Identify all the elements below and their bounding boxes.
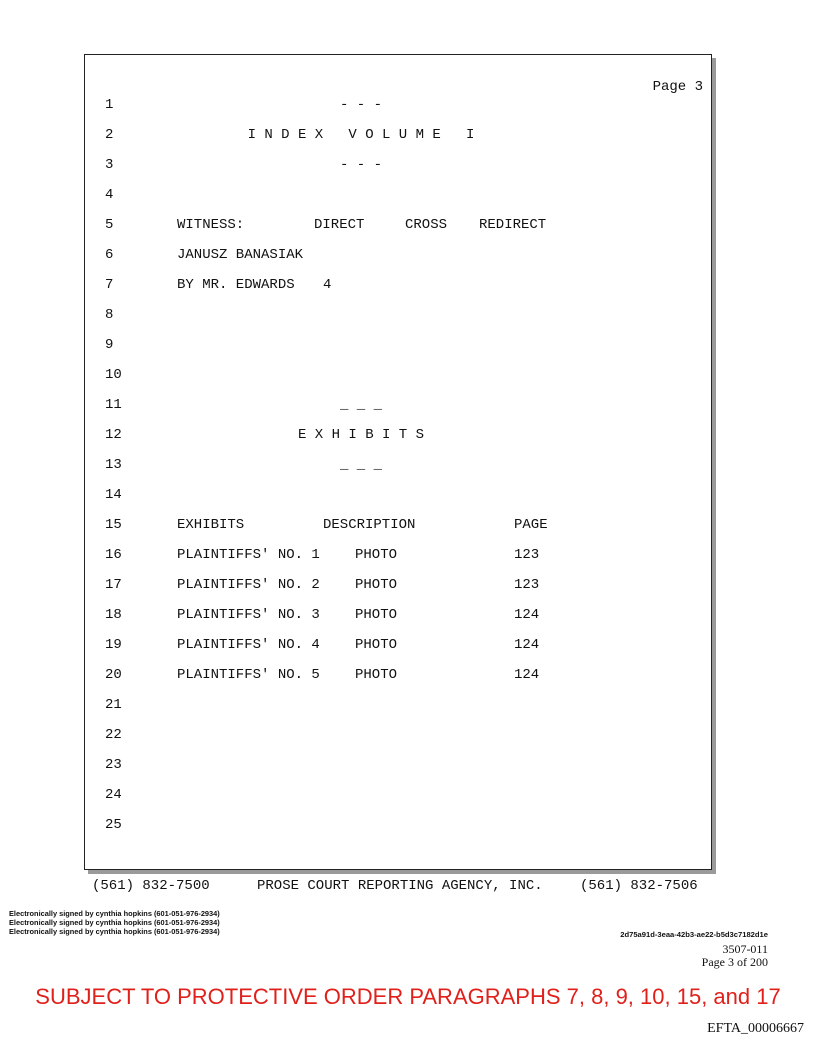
line-number: 11: [105, 397, 122, 413]
exhibit-page: 124: [514, 637, 540, 653]
line-number: 19: [105, 637, 122, 653]
protective-order-notice: SUBJECT TO PROTECTIVE ORDER PARAGRAPHS 7, 8, 9, 10, 15, and 17: [35, 984, 781, 1009]
line-number: 22: [105, 727, 122, 743]
exhibit-page: 123: [514, 577, 540, 593]
signature-line: Electronically signed by cynthia hopkins (601-051-976-2934): [9, 909, 220, 918]
line-number: 4: [105, 187, 114, 203]
exhibit-number: PLAINTIFFS' NO. 1: [177, 547, 320, 563]
line-number: 3: [105, 157, 114, 173]
witness-name: JANUSZ BANASIAK: [177, 247, 304, 263]
line-number: 23: [105, 757, 122, 773]
exhibit-page: 124: [514, 667, 540, 683]
exhibit-header-description: DESCRIPTION: [323, 517, 416, 533]
line-number: 15: [105, 517, 122, 533]
exhibit-header-page: PAGE: [514, 517, 548, 533]
index-dashes-bottom: - - -: [339, 157, 382, 173]
exhibit-number: PLAINTIFFS' NO. 4: [177, 637, 320, 653]
line-number: 14: [105, 487, 122, 503]
exhibit-number: PLAINTIFFS' NO. 3: [177, 607, 320, 623]
line-number: 5: [105, 217, 114, 233]
page-of-total: Page 3 of 200: [701, 955, 768, 969]
line-number: 6: [105, 247, 114, 263]
exhibits-title: E X H I B I T S: [297, 427, 425, 443]
signature-line: Electronically signed by cynthia hopkins (601-051-976-2934): [9, 927, 220, 936]
footer-agency: PROSE COURT REPORTING AGENCY, INC.: [257, 878, 543, 894]
line-number: 21: [105, 697, 122, 713]
line-number: 24: [105, 787, 122, 803]
exhibit-description: PHOTO: [355, 637, 398, 653]
index-dashes-top: - - -: [339, 97, 382, 113]
witness-header-redirect: REDIRECT: [479, 217, 547, 233]
exhibit-page: 123: [514, 547, 540, 563]
line-number: 9: [105, 337, 114, 353]
line-number: 8: [105, 307, 114, 323]
exhibit-number: PLAINTIFFS' NO. 2: [177, 577, 320, 593]
line-number: 17: [105, 577, 122, 593]
exhibit-description: PHOTO: [355, 667, 398, 683]
line-number: 20: [105, 667, 122, 683]
document-hash: 2d75a91d-3eaa-42b3-ae22-b5d3c7182d1e: [620, 930, 768, 939]
exhibit-description: PHOTO: [355, 577, 398, 593]
index-title: I N D E X V O L U M E I: [247, 127, 475, 143]
exhibits-dashes-top: _ _ _: [339, 397, 382, 413]
page-label: Page 3: [652, 79, 703, 95]
line-number: 16: [105, 547, 122, 563]
witness-header-cross: CROSS: [405, 217, 448, 233]
line-number: 13: [105, 457, 122, 473]
line-number: 2: [105, 127, 114, 143]
transcript-page: [84, 54, 712, 870]
line-number: 10: [105, 367, 122, 383]
witness-header-label: WITNESS:: [177, 217, 245, 233]
line-number: 12: [105, 427, 122, 443]
exhibit-description: PHOTO: [355, 607, 398, 623]
exhibit-number: PLAINTIFFS' NO. 5: [177, 667, 320, 683]
line-number: 1: [105, 97, 114, 113]
footer-phone-right: (561) 832-7506: [580, 878, 698, 894]
case-number: 3507-011: [722, 942, 768, 956]
signature-line: Electronically signed by cynthia hopkins (601-051-976-2934): [9, 918, 220, 927]
efta-number: EFTA_00006667: [707, 1021, 804, 1036]
exhibit-description: PHOTO: [355, 547, 398, 563]
exhibit-header-exhibits: EXHIBITS: [177, 517, 245, 533]
exhibit-page: 124: [514, 607, 540, 623]
line-number: 7: [105, 277, 114, 293]
exhibits-dashes-bottom: _ _ _: [339, 457, 382, 473]
line-number: 18: [105, 607, 122, 623]
footer-phone-left: (561) 832-7500: [92, 878, 210, 894]
line-number: 25: [105, 817, 122, 833]
witness-direct-page: 4: [323, 277, 332, 293]
witness-by: BY MR. EDWARDS: [177, 277, 295, 293]
witness-header-direct: DIRECT: [314, 217, 365, 233]
